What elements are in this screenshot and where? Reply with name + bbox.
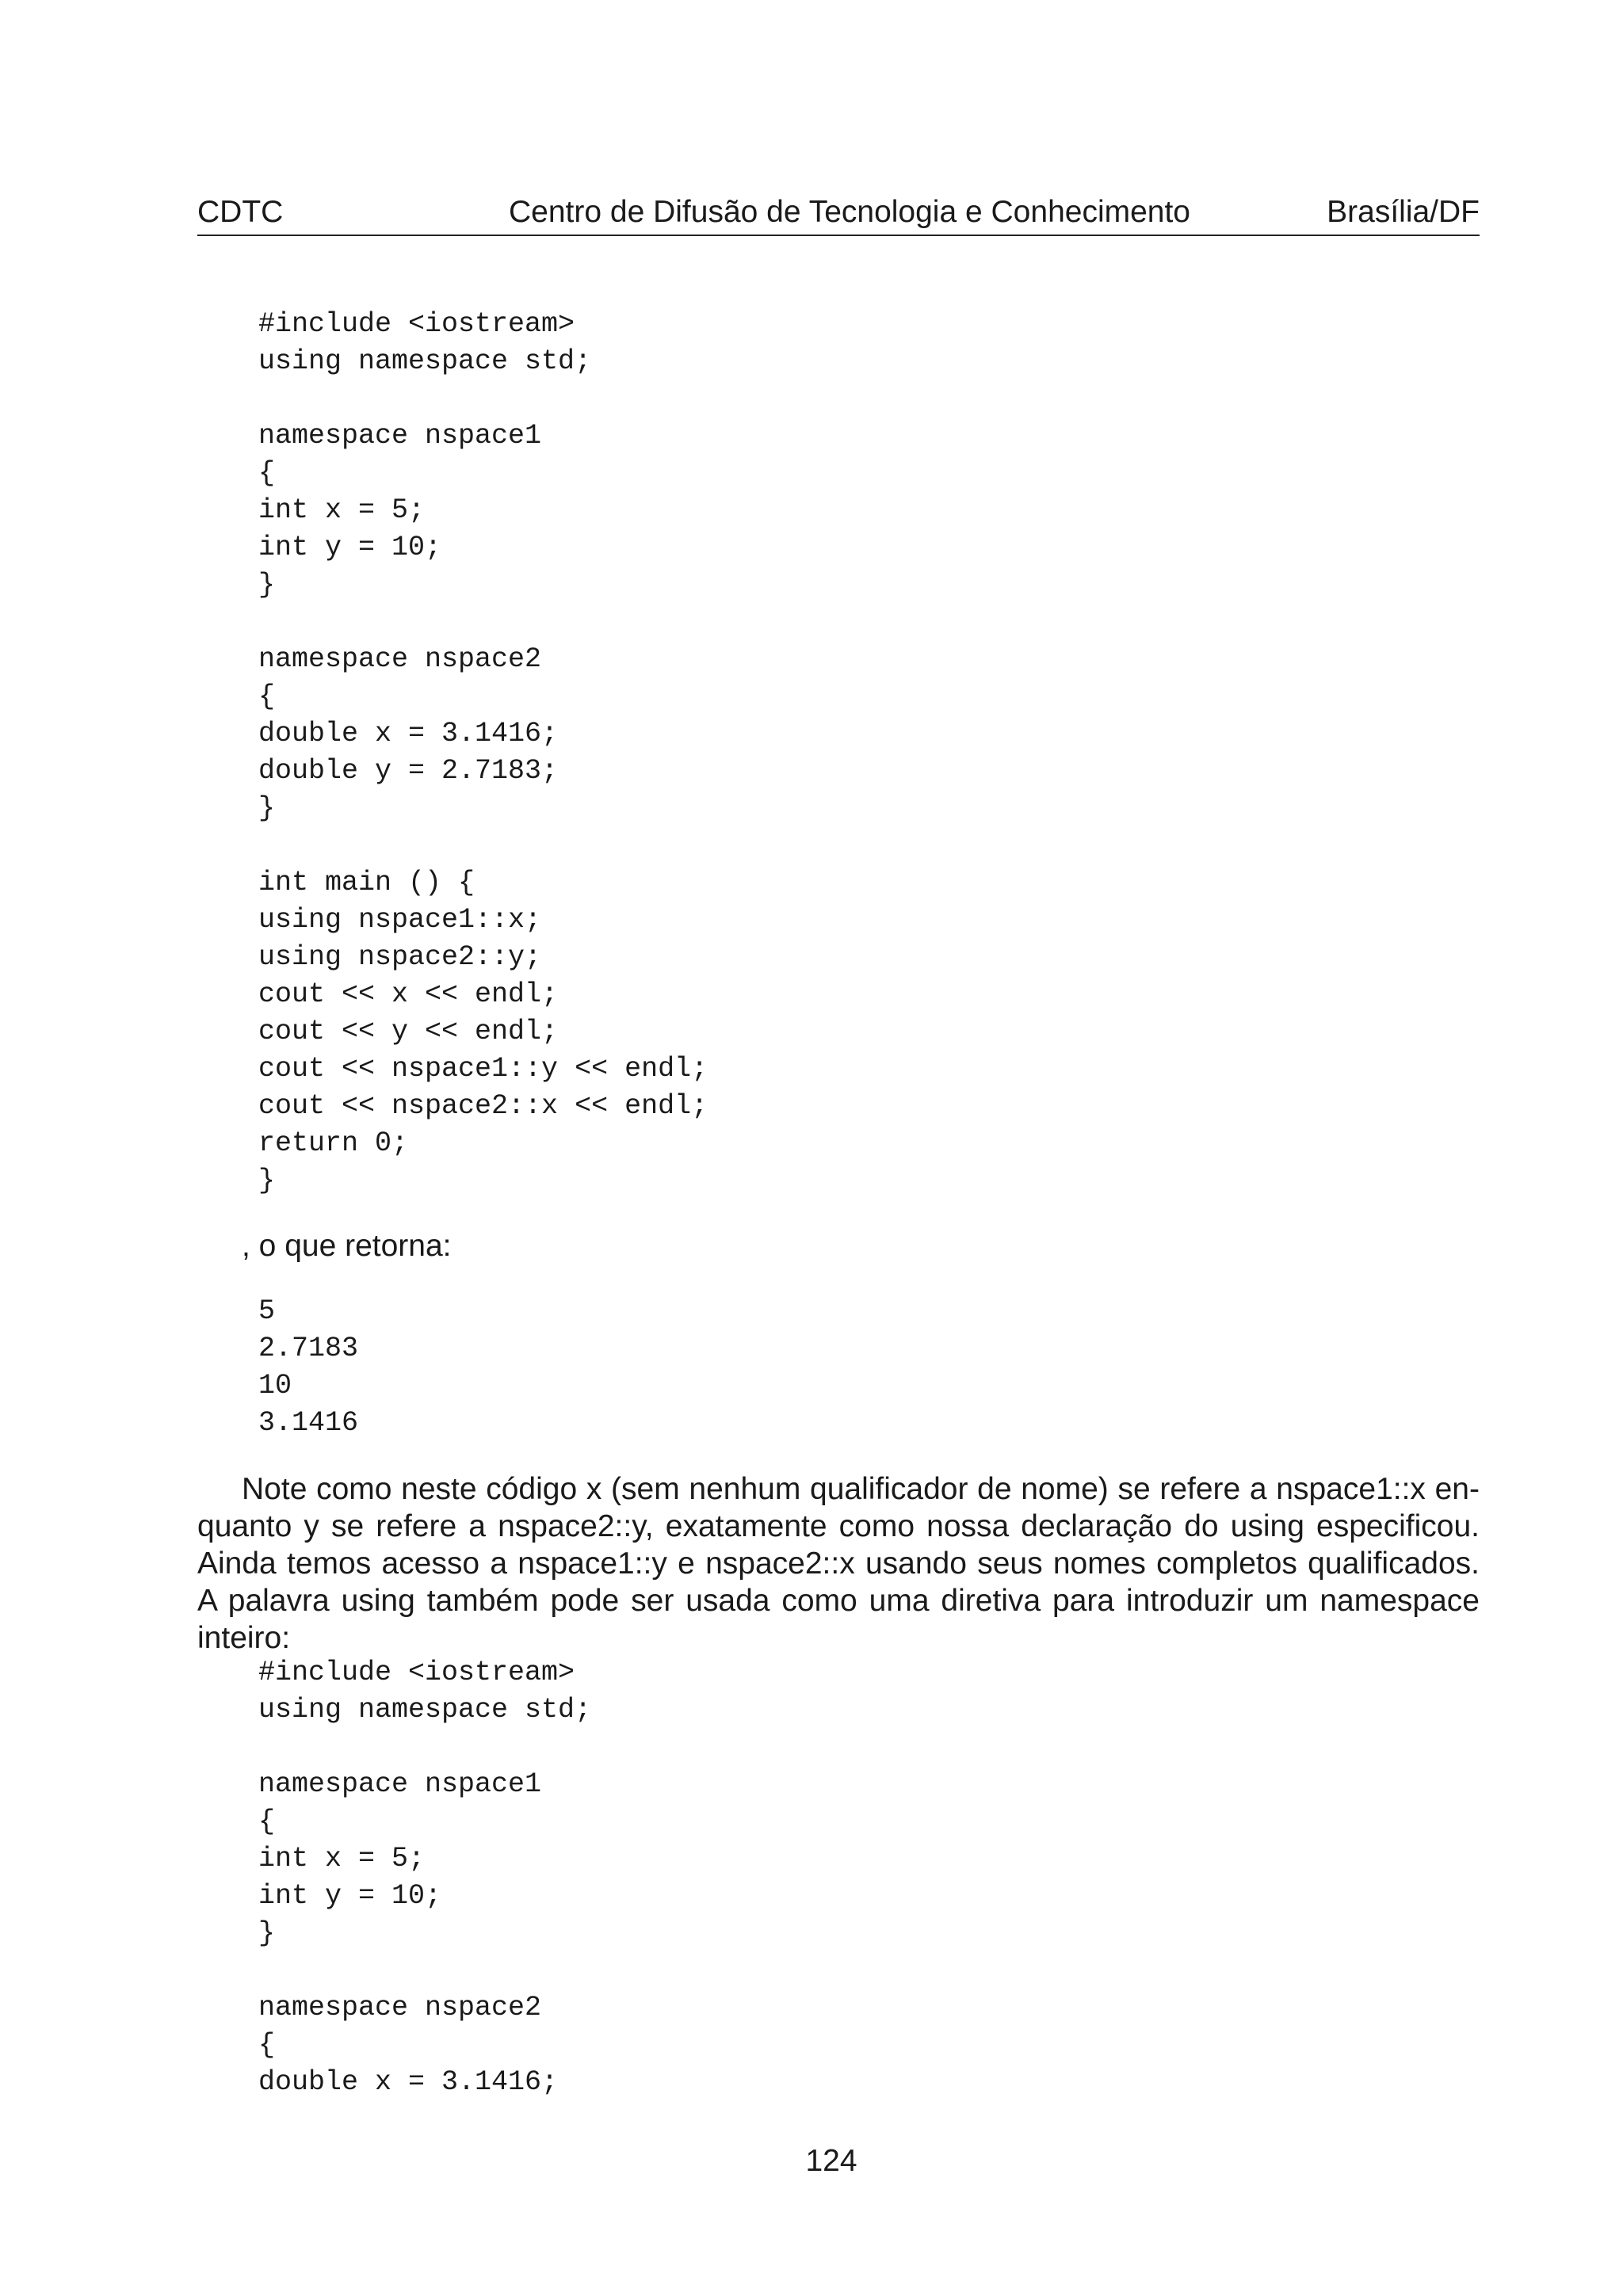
code-block-2: #include <iostream> using namespace std; namespace nspace1 { int x = 5; int y = 10; } namespace nspace2 { double x = 3.1416; [258,1657,592,2098]
body-paragraph: Note como neste código x (sem nenhum qualificador de nome) se refere a nspace1::x enquanto y se refere a nspace2::y, exatamente como nossa declaração do using especificou. Ainda temos acesso a nspace1::y e nspace2::x usando seus nomes completos qualificados. A palavra using também pode ser usada como uma diretiva para introduzir um namespace inteiro: [197,1472,1480,1655]
header-right: Brasília/DF [1327,195,1480,229]
page-number: 124 [805,2144,857,2178]
output-block: 5 2.7183 10 3.1416 [258,1295,359,1439]
code-block-1: #include <iostream> using namespace std; namespace nspace1 { int x = 5; int y = 10; } namespace nspace2 { double x = 3.1416; double y = 2.7183; } int main () { using nspace1::x; using nspace2::y; cout << x << endl; cout << y << endl; cout << nspace1::y << endl; cout << nspace2::x << endl; return 0; } [258,308,708,1196]
header-center: Centro de Difusão de Tecnologia e Conhecimento [509,195,1190,229]
intro-text: , o que retorna: [242,1229,452,1263]
header-left: CDTC [197,195,284,229]
page-header [197,190,1480,236]
